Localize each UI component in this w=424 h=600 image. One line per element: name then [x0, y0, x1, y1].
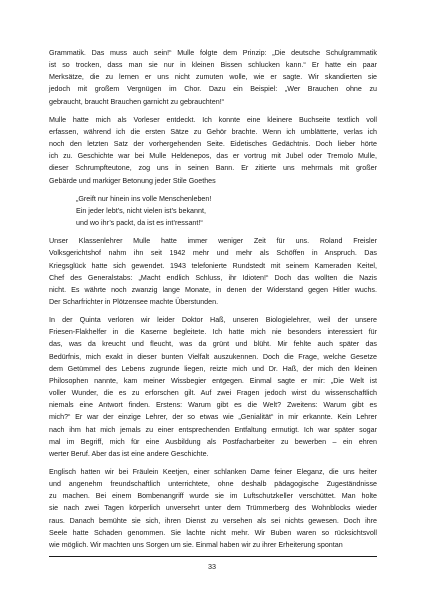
text-line: nach ihm hat mich jemals zu einer entsprechenden Entfaltung ermutigt. Ich war später sogar — [49, 425, 377, 434]
text-line: Ein jeder lebt’s, nicht vielen ist’s bekannt, — [76, 206, 206, 215]
text-line: Englisch hatten wir bei Fräulein Keetjen, einer schlanken Dame feiner Eleganz, die uns heiter — [49, 468, 377, 476]
text-line: zu machen. Bei einem Bombenangriff wurde sie im Luftschutzkeller verschüttet. Man holte — [49, 492, 377, 501]
text-line: Kriegsglück hatte sich gewendet. 1943 telefonierte Rundstedt mit seinem Kameraden Keitel, — [49, 261, 377, 270]
text-line: und angenehm freundschaftlich unterrichtete, ohne deshalb pädagogische Zugeständnisse — [49, 480, 377, 489]
text-line: werter Beruf. Aber das ist eine andere Geschichte. — [49, 449, 209, 458]
paragraph — [49, 114, 377, 187]
text-line: nicht. Es währte noch zwanzig lange Monate, in denen der Widerstand gegen Hitler wuchs. — [49, 285, 377, 294]
text-line: sie nach zwei Tagen körperlich unversehrt unter dem Trümmerberg des Wohnblocks wieder — [49, 504, 377, 513]
text-line: mal im Begriff, mich für eine Ausbildung als Postfacharbeiter zu bewerben – ein ehren — [49, 437, 377, 446]
text-line: wie möglich. Wir machten uns Sorgen um sie. Einmal haben wir zu ihrer Erheiterung spontan — [49, 540, 343, 549]
text-line: „Greift nur hinein ins volle Menschenleben! — [76, 194, 212, 203]
text-line: ist so trocken, dass man sie nur in kleinen Bissen schlucken kann.“ Er hatte ein paar — [49, 61, 377, 70]
text-line: erfassen, während ich die ersten Sätze zu Gehör brachte. Wenn ich umblätterte, verlas ich — [49, 127, 377, 136]
text-line: Unser Klassenlehrer Mulle hatte immer weniger Zeit für uns. Roland Freisler — [49, 237, 377, 246]
text-line: jedoch mit großem Vergnügen im Chor. Dazu ein Beispiel: „Wer Brauchen ohne zu — [49, 85, 377, 94]
text-line: Bedürfnis, mich exakt in dieser bunten Vielfalt auszukennen. Doch die Frage, welche Gesetze — [49, 352, 377, 361]
text-line: und wo ihr’s packt, da ist es int’ressant!“ — [76, 219, 203, 228]
text-line: Grammatik. Das muss auch sein!“ Mulle folgte dem Prinzip: „Die deutsche Schulgrammatik — [49, 49, 377, 57]
text-line: niemals eine Antwort finden. Erstens: Warum gibt es die Welt? Zweitens: Warum gibt es — [49, 401, 377, 410]
poem-quote — [49, 193, 377, 229]
text-line: Mulle hatte mich als Vorleser entdeckt. Ich konnte eine kleinere Buchseite textlich voll — [49, 115, 377, 124]
text-line: ich zu. Geschichte war bei Mulle Heldenepos, das er vortrug mit Jubel oder Tremolo Mulle, — [49, 152, 377, 161]
text-line: Chef des Generalstabs: „Macht endlich Schluss, ihr Idioten!“ Doch das wollten die Nazis — [49, 273, 377, 282]
paragraph — [49, 466, 377, 551]
text-line: Der Scharfrichter in Plötzensee machte Überstunden. — [49, 297, 219, 306]
text-line: Gebärde und markiger Betonung jeder Stile Goethes — [49, 176, 216, 185]
text-line: dem Getümmel des Lebens zugrunde liegen, reizte mich und Dr. Haß, der mich den kleinen — [49, 364, 377, 373]
text-line: gebraucht, braucht Brauchen garnicht zu gebrauchten!“ — [49, 97, 225, 106]
text-line: Philosophen nannte, kam meiner Wissbegier entgegen. Einmal sagte er mir: „Die Welt ist — [49, 376, 377, 385]
text-line: Volksgerichtshof nahm ihn seit 1942 mehr und mehr als Schöffen in Anspruch. Das — [49, 249, 377, 258]
text-line: Friesen-Flakhelfer in die Kaserne begleitete. Ich hatte mich nie besonders interessiert für — [49, 328, 377, 337]
paragraph — [49, 47, 377, 108]
paragraph — [49, 314, 377, 460]
text-line: Merksätze, die zu lernen er uns nicht zumuten wolle, wie er sagte. Wir skandierten sie — [49, 73, 377, 82]
text-line: raus. Danach bemühte sie sich, ihren Dienst zu versehen als sei nichts gewesen. Doch ihre — [49, 516, 377, 525]
text-line: Seele hatte Schaden genommen. Sie lachte nicht mehr. Wir Buben waren so rücksichtsvoll — [49, 528, 377, 537]
text-line: noch den letzten Satz der vorhergehenden Seite. Eidetisches Gedächtnis. Doch lieber hörte — [49, 140, 377, 149]
text-line: dieser Schrumpfteutone, zog uns in seinen Bann. Er zitierte uns mehrmals mit großer — [49, 164, 377, 173]
footer-rule — [49, 556, 377, 557]
body-text — [49, 47, 377, 551]
text-line: In der Quinta verloren wir leider Doktor Haß, unseren Biologielehrer, weil der unsere — [49, 316, 377, 325]
page-number: 33 — [208, 562, 216, 571]
text-line: voller Wunder, die es zu erforschen gilt. Auf zwei Fragen jedoch wirst du wissenschaftlich — [49, 389, 377, 398]
document-page — [49, 47, 377, 557]
text-line: das, was da kreucht und fleucht, was da grünt und blüht. Mir fehlte auch später das — [49, 340, 377, 349]
text-line: mich?“ Er war der einzige Lehrer, der so etwas wie „Genialität“ in mir erkannte. Kein Lehrer — [49, 413, 377, 422]
paragraph — [49, 235, 377, 308]
